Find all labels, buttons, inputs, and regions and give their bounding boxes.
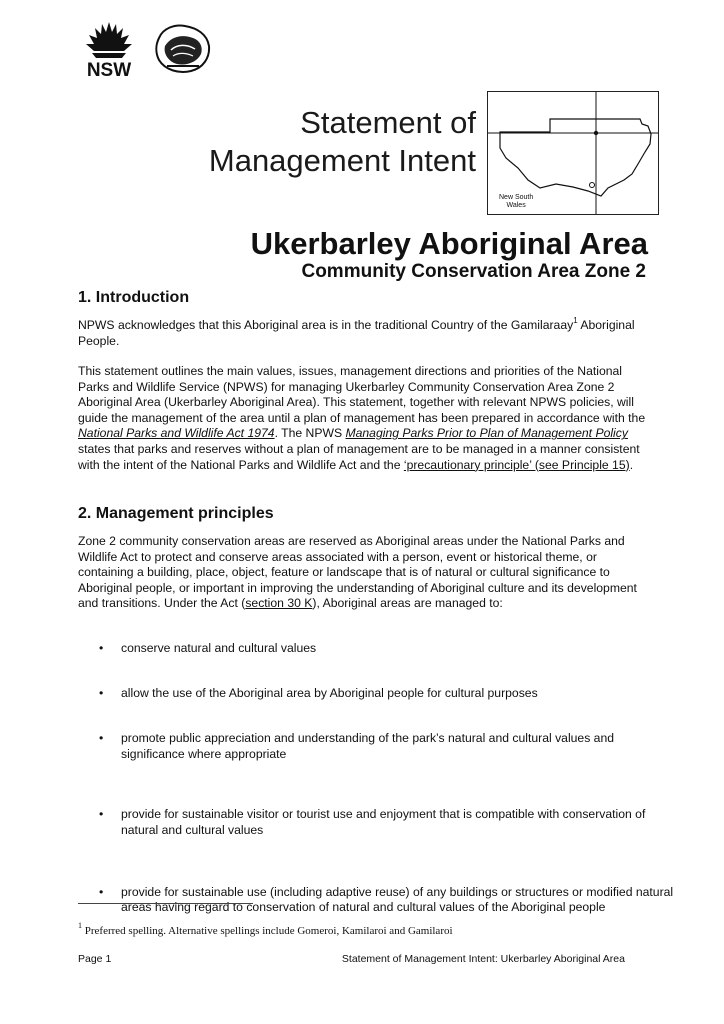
footnote-divider (78, 903, 253, 904)
area-title: Ukerbarley Aboriginal Area (250, 226, 648, 261)
intro-p2-text-a: This statement outlines the main values, issues, management directions and priorities of the National Parks and Wildlife Service (NPWS) for managing Ukerbarley Community Conservation Area Zone 2 Aboriginal Area (Ukerbarley Aboriginal Area). This statement, together with relevant NPWS policies, will guide the management of the area until a plan of management has been prepared in accordance with the (78, 364, 646, 425)
precautionary-principle-link[interactable]: ‘precautionary principle’ (see Principle 15) (403, 457, 630, 472)
intro-p2-text-b: . The NPWS (274, 426, 346, 441)
list-item: • allow the use of the Aboriginal area by Aboriginal people for cultural purposes (78, 686, 693, 702)
intro-paragraph-2 (78, 364, 650, 473)
area-subtitle: Community Conservation Area Zone 2 (301, 261, 646, 282)
footnote-text: Preferred spelling. Alternative spellings include Gomeroi, Kamilaroi and Gamilaroi (82, 925, 453, 937)
principles-text-b: ), Aboriginal areas are managed to: (312, 596, 503, 611)
npw-act-link[interactable]: National Parks and Wildlife Act 1974 (78, 426, 275, 441)
footnote-ref[interactable]: 1 (573, 316, 578, 325)
footer-document-reference: Statement of Management Intent: Ukerbarley Aboriginal Area (341, 953, 625, 965)
footnote-mark: 1 (78, 921, 82, 930)
list-item: • provide for sustainable visitor or tourist use and enjoyment that is compatible with conservation of natural and cultural values (78, 807, 681, 838)
section2-heading: 2. Management principles (78, 505, 274, 522)
map-caption-line2: Wales (506, 202, 526, 209)
intro-paragraph-1 (78, 318, 650, 349)
intro-p2-text-c: states that parks and reserves without a plan of management are to be managed in a manner consistent with the intent of the National Parks and Wildlife Act and the (78, 441, 640, 472)
section1-heading: 1. Introduction (78, 289, 190, 306)
principles-text-a: Zone 2 community conservation areas are reserved as Aboriginal areas under the National Parks and Wildlife Act to protect and conserve areas associated with a person, event or historical theme, or containing a building, place, object, feature or landscape that is of natural or cultural significance to Aboriginal people, or important in improving the understanding of Aboriginal culture and its development and transitions. Under the Act ( (78, 534, 637, 611)
footnote (78, 921, 453, 937)
principles-paragraph (78, 534, 650, 612)
list-item: • promote public appreciation and understanding of the park’s natural and cultural values and significance where appropriate (78, 731, 681, 762)
map-caption (499, 194, 533, 210)
page-number: Page 1 (78, 953, 112, 965)
map-caption-line1: New South (499, 194, 534, 201)
document-title-line2: Management Intent (208, 143, 476, 178)
intro-p1-end: Aboriginal People. (78, 318, 635, 348)
intro-p2-text-d: . (629, 457, 634, 472)
nsw-logo-text: NSW (86, 60, 132, 78)
list-item: • provide for sustainable use (including adaptive reuse) of any buildings or structures or modified natural areas having regard to conservation of natural and cultural values of the Aboriginal people (78, 885, 693, 916)
managing-parks-policy-link[interactable]: Managing Parks Prior to Plan of Management Policy (345, 426, 628, 441)
section-30k-link[interactable]: section 30 K (245, 596, 313, 611)
intro-p1-text: NPWS acknowledges that this Aboriginal area is in the traditional Country of the Gamilaraay (78, 318, 574, 332)
list-item: • conserve natural and cultural values (78, 641, 693, 657)
document-title-line1: Statement of (300, 105, 476, 140)
